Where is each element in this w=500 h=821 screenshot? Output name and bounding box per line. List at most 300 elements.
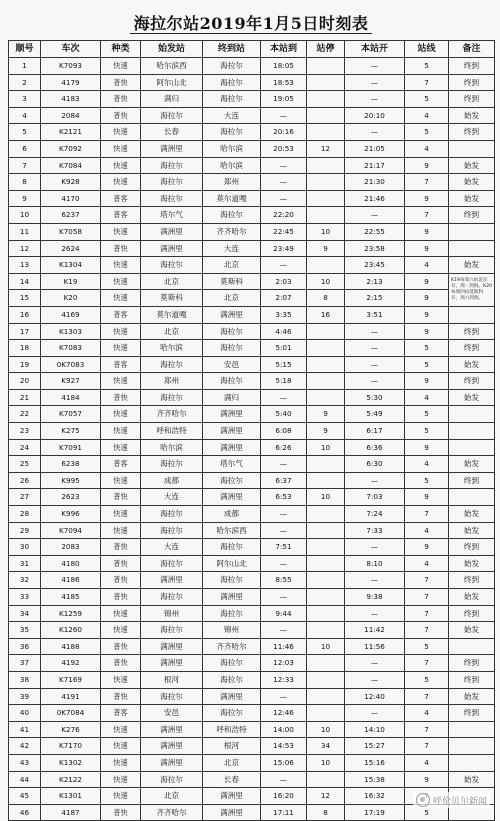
table-cell: 长春 [141, 124, 203, 141]
table-cell: 5 [405, 124, 449, 141]
table-cell: 5 [9, 124, 41, 141]
table-row [9, 290, 495, 307]
merged-note: K19每周六由北京开，周一到海。K20每周四由莫斯科开，周六到海。 [449, 273, 495, 306]
table-row [9, 406, 495, 423]
table-row [9, 124, 495, 141]
table-cell: 12 [307, 788, 345, 805]
table-cell: 齐齐哈尔 [203, 223, 261, 240]
table-cell: 海拉尔 [141, 107, 203, 124]
table-row [9, 705, 495, 722]
table-cell: 齐齐哈尔 [203, 638, 261, 655]
table-cell: 海拉尔 [141, 190, 203, 207]
table-cell: — [261, 456, 307, 473]
table-cell: 21:17 [345, 157, 405, 174]
table-cell: 42 [9, 738, 41, 755]
table-cell: 终到 [449, 539, 495, 556]
table-cell: — [345, 207, 405, 224]
table-cell: 20:53 [261, 140, 307, 157]
table-cell: 14:53 [261, 738, 307, 755]
table-cell: 普快 [101, 655, 141, 672]
table-cell: 海拉尔 [141, 555, 203, 572]
table-cell: 普快 [101, 240, 141, 257]
table-cell: 普快 [101, 107, 141, 124]
table-cell: K2122 [41, 771, 101, 788]
table-cell: 3 [9, 91, 41, 108]
table-cell: 呼和浩特 [203, 721, 261, 738]
table-cell: 海拉尔 [203, 58, 261, 75]
table-cell: 快速 [101, 290, 141, 307]
table-cell: 快速 [101, 406, 141, 423]
column-header: 顺号 [9, 41, 41, 58]
table-cell: 9:44 [261, 605, 307, 622]
table-cell: 9 [405, 240, 449, 257]
table-cell: 大连 [141, 489, 203, 506]
table-cell: 始发 [449, 456, 495, 473]
table-cell: 普客 [101, 456, 141, 473]
table-cell: 36 [9, 638, 41, 655]
table-cell [307, 456, 345, 473]
column-header: 始发站 [141, 41, 203, 58]
table-cell: 21 [9, 389, 41, 406]
table-cell: — [345, 539, 405, 556]
table-row [9, 58, 495, 75]
table-cell: 普快 [101, 804, 141, 821]
table-cell: 终到 [449, 655, 495, 672]
table-row [9, 207, 495, 224]
table-cell: K7170 [41, 738, 101, 755]
table-cell: 9 [405, 539, 449, 556]
table-row [9, 754, 495, 771]
table-cell: 快速 [101, 788, 141, 805]
table-cell: 锦州 [141, 605, 203, 622]
table-row [9, 223, 495, 240]
table-cell: 2:03 [261, 273, 307, 290]
table-cell: 普快 [101, 572, 141, 589]
table-cell: 24 [9, 439, 41, 456]
table-cell: K7092 [41, 140, 101, 157]
table-cell: 1 [9, 58, 41, 75]
table-cell: 5 [405, 671, 449, 688]
table-cell: 满洲里 [203, 423, 261, 440]
table-cell [307, 91, 345, 108]
table-cell: 终到 [449, 705, 495, 722]
table-cell: — [345, 373, 405, 390]
table-row [9, 373, 495, 390]
table-cell: 快速 [101, 738, 141, 755]
table-cell: 快速 [101, 373, 141, 390]
table-cell: 23:49 [261, 240, 307, 257]
table-cell: 7 [405, 572, 449, 589]
table-cell: — [261, 622, 307, 639]
table-cell: 16 [307, 306, 345, 323]
table-cell: 始发 [449, 555, 495, 572]
table-cell: 4184 [41, 389, 101, 406]
table-cell: 12:33 [261, 671, 307, 688]
table-cell: 普快 [101, 74, 141, 91]
table-cell: 始发 [449, 157, 495, 174]
table-cell: 快速 [101, 140, 141, 157]
table-cell: 海拉尔 [141, 506, 203, 523]
table-cell: — [261, 107, 307, 124]
table-cell: 22:45 [261, 223, 307, 240]
page-title-text: 海拉尔站2019年1月5日时刻表 [130, 14, 373, 34]
table-cell: 4186 [41, 572, 101, 589]
table-cell: 12:46 [261, 705, 307, 722]
table-cell: 9 [405, 489, 449, 506]
table-cell: 9 [405, 771, 449, 788]
table-cell: 7 [405, 74, 449, 91]
table-cell: 14 [9, 273, 41, 290]
table-cell: 6:08 [261, 423, 307, 440]
table-cell: 4 [405, 555, 449, 572]
table-cell: 成都 [203, 506, 261, 523]
table-cell: 4170 [41, 190, 101, 207]
table-cell: 普快 [101, 638, 141, 655]
table-cell: 0K7084 [41, 705, 101, 722]
table-cell: 6237 [41, 207, 101, 224]
table-row [9, 190, 495, 207]
column-header: 备注 [449, 41, 495, 58]
table-cell: 23 [9, 423, 41, 440]
table-row [9, 522, 495, 539]
table-cell: 17 [9, 323, 41, 340]
table-cell: 根河 [141, 671, 203, 688]
table-cell: 9 [405, 306, 449, 323]
table-cell: — [261, 190, 307, 207]
table-cell: 7:33 [345, 522, 405, 539]
table-row [9, 572, 495, 589]
table-cell [307, 655, 345, 672]
table-cell: 9 [307, 406, 345, 423]
table-row [9, 589, 495, 606]
table-cell: 4 [405, 754, 449, 771]
table-cell: 终到 [449, 91, 495, 108]
table-cell: 2084 [41, 107, 101, 124]
table-cell: 22:55 [345, 223, 405, 240]
table-cell: 19:05 [261, 91, 307, 108]
table-cell: 4 [405, 705, 449, 722]
table-cell: 海拉尔 [141, 456, 203, 473]
table-row [9, 688, 495, 705]
timetable [8, 40, 495, 821]
table-cell: 16:20 [261, 788, 307, 805]
table-cell: 海拉尔 [203, 572, 261, 589]
table-row [9, 257, 495, 274]
table-cell: 12 [307, 140, 345, 157]
table-cell: 4 [405, 107, 449, 124]
table-cell: 31 [9, 555, 41, 572]
table-row [9, 423, 495, 440]
news-logo-icon [416, 793, 430, 807]
table-cell: 终到 [449, 572, 495, 589]
table-cell: 25 [9, 456, 41, 473]
table-cell: 快速 [101, 754, 141, 771]
table-cell: 海拉尔 [141, 174, 203, 191]
table-cell: 满洲里 [141, 738, 203, 755]
table-cell: 始发 [449, 174, 495, 191]
table-cell [307, 605, 345, 622]
table-cell: K20 [41, 290, 101, 307]
table-cell: 满洲里 [203, 406, 261, 423]
table-cell: 海拉尔 [203, 207, 261, 224]
table-row [9, 74, 495, 91]
table-cell: 海拉尔 [141, 771, 203, 788]
table-cell: 28 [9, 506, 41, 523]
table-row [9, 489, 495, 506]
table-cell: 34 [307, 738, 345, 755]
table-cell: 4 [405, 522, 449, 539]
timetable-page [8, 8, 494, 821]
table-cell: 海拉尔 [141, 622, 203, 639]
table-cell: K1304 [41, 257, 101, 274]
table-cell [449, 738, 495, 755]
table-cell: — [261, 555, 307, 572]
table-cell: 快速 [101, 472, 141, 489]
table-cell: 32 [9, 572, 41, 589]
table-cell: 终到 [449, 207, 495, 224]
table-cell: 哈尔滨 [141, 439, 203, 456]
table-cell: 9 [405, 273, 449, 290]
table-cell: 16 [9, 306, 41, 323]
table-cell: — [345, 124, 405, 141]
table-cell: 15 [9, 290, 41, 307]
table-cell: 满洲里 [141, 655, 203, 672]
table-cell: 海拉尔 [141, 589, 203, 606]
table-cell: 快速 [101, 506, 141, 523]
table-cell: 快速 [101, 257, 141, 274]
column-header: 本站开 [345, 41, 405, 58]
table-cell: 4 [405, 257, 449, 274]
table-cell [307, 157, 345, 174]
table-cell: 海拉尔 [141, 157, 203, 174]
table-cell: 普快 [101, 555, 141, 572]
table-cell: 海拉尔 [141, 522, 203, 539]
table-cell [307, 207, 345, 224]
table-cell: 7 [405, 506, 449, 523]
table-cell: 快速 [101, 622, 141, 639]
table-cell: 锦州 [203, 622, 261, 639]
table-cell: 始发 [449, 190, 495, 207]
table-cell: — [345, 605, 405, 622]
table-cell: — [345, 74, 405, 91]
table-cell: 7 [405, 589, 449, 606]
table-cell: 9 [307, 240, 345, 257]
table-cell: 终到 [449, 373, 495, 390]
table-cell: 满洲里 [203, 589, 261, 606]
table-cell: 10 [307, 223, 345, 240]
table-cell: 15:16 [345, 754, 405, 771]
table-cell: 11:42 [345, 622, 405, 639]
table-cell: 满洲里 [141, 240, 203, 257]
table-cell [307, 58, 345, 75]
table-cell: 4 [9, 107, 41, 124]
table-cell: — [261, 522, 307, 539]
table-cell: K995 [41, 472, 101, 489]
table-cell: 普快 [101, 539, 141, 556]
table-cell: 满洲里 [203, 688, 261, 705]
table-cell: 满归 [203, 389, 261, 406]
table-cell: 40 [9, 705, 41, 722]
table-cell: 7 [9, 157, 41, 174]
table-cell: — [261, 506, 307, 523]
table-cell: 始发 [449, 389, 495, 406]
table-cell: 5 [405, 423, 449, 440]
table-row [9, 340, 495, 357]
table-cell: 16:32 [345, 788, 405, 805]
table-cell: 北京 [203, 754, 261, 771]
table-cell: 39 [9, 688, 41, 705]
table-cell: 12:40 [345, 688, 405, 705]
table-cell: 普客 [101, 705, 141, 722]
table-row [9, 323, 495, 340]
column-header: 站停 [307, 41, 345, 58]
table-cell: 郑州 [203, 174, 261, 191]
table-cell: 27 [9, 489, 41, 506]
table-cell: 6:36 [345, 439, 405, 456]
table-cell: 哈尔滨 [203, 157, 261, 174]
table-cell: 5:18 [261, 373, 307, 390]
table-cell: 海拉尔 [203, 605, 261, 622]
table-cell: — [261, 157, 307, 174]
column-header: 终到站 [203, 41, 261, 58]
table-cell: 长春 [203, 771, 261, 788]
table-row [9, 389, 495, 406]
table-cell: — [261, 688, 307, 705]
table-cell: 普客 [101, 207, 141, 224]
table-cell: — [345, 356, 405, 373]
table-row [9, 107, 495, 124]
table-cell: 7 [405, 605, 449, 622]
table-cell: 海拉尔 [203, 373, 261, 390]
table-cell: 快速 [101, 223, 141, 240]
table-cell: K2121 [41, 124, 101, 141]
table-cell: 9 [9, 190, 41, 207]
table-cell: 满归 [141, 91, 203, 108]
table-cell: 终到 [449, 671, 495, 688]
table-cell: 7:24 [345, 506, 405, 523]
table-cell: 普快 [101, 91, 141, 108]
table-cell: 海拉尔 [203, 655, 261, 672]
table-cell [307, 589, 345, 606]
table-cell: 终到 [449, 58, 495, 75]
table-cell: — [345, 91, 405, 108]
table-cell: 快速 [101, 157, 141, 174]
table-cell [307, 771, 345, 788]
table-cell: K275 [41, 423, 101, 440]
table-cell: 4169 [41, 306, 101, 323]
table-cell: 20:10 [345, 107, 405, 124]
table-cell: 37 [9, 655, 41, 672]
table-cell: 快速 [101, 605, 141, 622]
table-cell: 22:20 [261, 207, 307, 224]
table-cell: 10 [307, 439, 345, 456]
table-cell: 14:00 [261, 721, 307, 738]
table-cell: 18 [9, 340, 41, 357]
table-cell: 呼和浩特 [141, 423, 203, 440]
table-header-row [9, 41, 495, 58]
table-cell: 9 [405, 190, 449, 207]
table-cell: 莫斯科 [203, 273, 261, 290]
table-cell: 快速 [101, 58, 141, 75]
table-cell: 快速 [101, 671, 141, 688]
table-cell [449, 439, 495, 456]
table-cell: 10 [307, 721, 345, 738]
table-cell [307, 671, 345, 688]
table-cell: 10 [9, 207, 41, 224]
table-cell: 始发 [449, 589, 495, 606]
table-cell: 快速 [101, 522, 141, 539]
table-cell: 普快 [101, 389, 141, 406]
table-cell: 终到 [449, 340, 495, 357]
table-cell: 始发 [449, 356, 495, 373]
table-cell: 海拉尔 [203, 539, 261, 556]
table-cell: 4 [405, 389, 449, 406]
table-row [9, 456, 495, 473]
table-cell: 20 [9, 373, 41, 390]
table-cell: 2624 [41, 240, 101, 257]
table-row [9, 738, 495, 755]
table-cell: 5 [405, 406, 449, 423]
table-cell: — [345, 58, 405, 75]
table-row [9, 157, 495, 174]
table-cell: 5:01 [261, 340, 307, 357]
table-cell: K1301 [41, 788, 101, 805]
table-cell [307, 389, 345, 406]
table-cell [307, 522, 345, 539]
table-cell: 普快 [101, 489, 141, 506]
table-cell: 大连 [203, 107, 261, 124]
table-cell: 6:26 [261, 439, 307, 456]
table-cell: 满洲里 [141, 754, 203, 771]
table-cell: 6:37 [261, 472, 307, 489]
table-row [9, 671, 495, 688]
table-cell [307, 340, 345, 357]
table-cell: K1260 [41, 622, 101, 639]
table-cell: 北京 [203, 290, 261, 307]
table-cell: 15:06 [261, 754, 307, 771]
table-cell: 始发 [449, 688, 495, 705]
table-cell: 15:27 [345, 738, 405, 755]
page-title [8, 8, 494, 40]
table-cell: 满洲里 [141, 140, 203, 157]
table-cell: 满洲里 [141, 721, 203, 738]
table-cell: 普快 [101, 589, 141, 606]
table-cell: 始发 [449, 257, 495, 274]
table-cell: 9 [405, 323, 449, 340]
table-cell: 9 [307, 423, 345, 440]
table-row [9, 472, 495, 489]
table-cell: K276 [41, 721, 101, 738]
table-cell: 4187 [41, 804, 101, 821]
table-cell: 35 [9, 622, 41, 639]
table-cell: 38 [9, 671, 41, 688]
table-cell: 6:53 [261, 489, 307, 506]
table-cell: 33 [9, 589, 41, 606]
table-cell: 4191 [41, 688, 101, 705]
table-cell: 8 [307, 804, 345, 821]
table-cell: 7 [405, 721, 449, 738]
table-cell: 满洲里 [141, 638, 203, 655]
table-cell: — [345, 655, 405, 672]
table-cell: 成都 [141, 472, 203, 489]
table-cell: 12 [9, 240, 41, 257]
table-cell: 2:15 [345, 290, 405, 307]
table-cell [307, 373, 345, 390]
watermark-text: 呼伦贝尔新闻 [432, 796, 487, 807]
table-cell: 快速 [101, 174, 141, 191]
table-cell: 终到 [449, 605, 495, 622]
table-cell: 41 [9, 721, 41, 738]
